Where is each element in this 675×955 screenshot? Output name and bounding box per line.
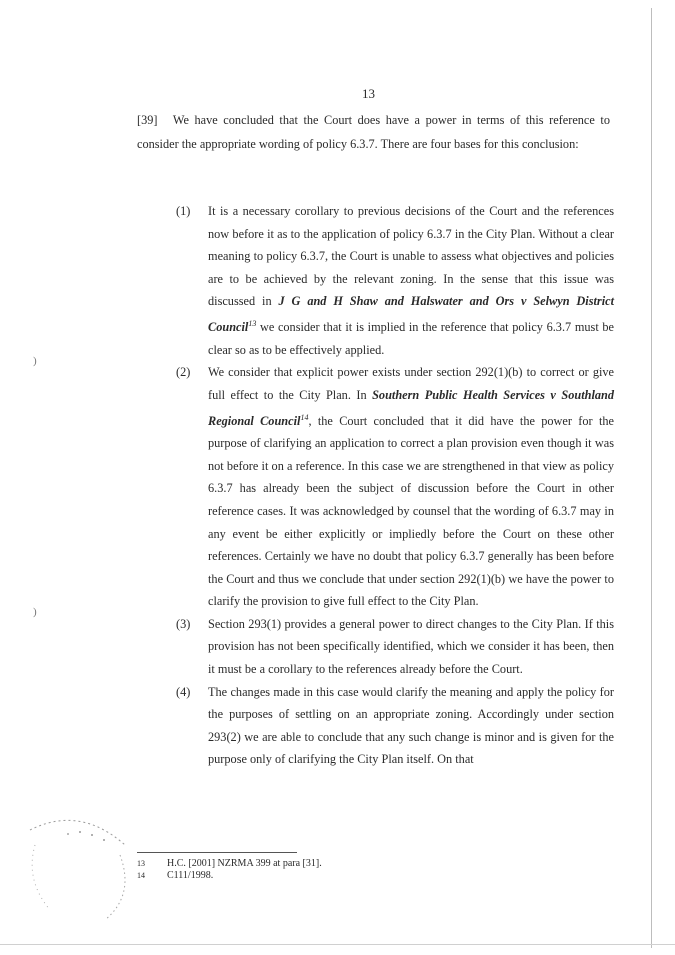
- list-item-label: (1): [176, 204, 191, 218]
- footnote-text: C111/1998.: [167, 870, 214, 881]
- page-edge-right: [651, 8, 652, 948]
- text-run: we consider that it is implied in the reference that policy 6.3.7 must be clear so as to be effectively applied.: [208, 320, 614, 357]
- court-seal-stamp: [20, 810, 150, 930]
- case-citation: J G and H Shaw and Halswater and Ors v Selwyn District Council: [208, 294, 614, 335]
- list-item-text: [208, 685, 614, 767]
- footnote: [137, 870, 322, 882]
- paragraph-39: [137, 108, 610, 156]
- list-item-label: (4): [176, 684, 191, 699]
- list-item: [176, 681, 614, 771]
- footnote-text: H.C. [2001] NZRMA 399 at para [31].: [167, 858, 322, 869]
- footnote-separator: [137, 852, 297, 853]
- list-item: [176, 613, 614, 681]
- paragraph-text: We have concluded that the Court does have a power in terms of this reference to consider the appropriate wording of policy 6.3.7. There are four bases for this conclusion:: [137, 113, 610, 151]
- footnote: [137, 858, 322, 870]
- text-run: , the Court concluded that it did have the power for the purpose of clarifying an application to correct a plan provision even though it was not before it on a reference. In this case we are strengthened in that view as policy 6.3.7 has already been the subject of discussion before the Court in other reference cases. It was acknowledged by counsel that the wording of 6.3.7 may in any event be either explicitly or impliedly before the Court on these other references. Certainly we have no doubt that policy 6.3.7 generally has been before the Court and thus we conclude that under section 292(1)(b) we have the power to clarify the provision to give full effect to the City Plan.: [208, 413, 614, 609]
- text-run: We consider that explicit power exists under section 292(1)(b) to correct or give full effect to the City Plan. In: [208, 365, 614, 402]
- case-citation: Southern Public Health Services v Southland Regional Council: [208, 387, 614, 428]
- margin-mark: ): [33, 606, 37, 618]
- text-run: Section 293(1) provides a general power to direct changes to the City Plan. If this provision has not been specifically identified, which we consider it has been, then it must be a corollary to the references already before the Court.: [208, 616, 614, 677]
- footnote-number: 13: [137, 859, 145, 868]
- list-item-label: (3): [176, 616, 191, 631]
- page-number: 13: [362, 86, 375, 101]
- list-item: [176, 361, 614, 613]
- page-edge-bottom: [0, 944, 675, 945]
- text-run: The changes made in this case would clarify the meaning and apply the policy for the purposes of settling on an appropriate zoning. Accordingly under section 293(2) we are able to conclude that any such change is minor and is given for the purpose only of clarifying the City Plan itself. On that: [208, 684, 614, 767]
- footnote-number: 14: [137, 871, 145, 880]
- list-item: [176, 200, 614, 361]
- footnote-reference: 13: [248, 318, 257, 328]
- footnote-reference: 14: [300, 412, 309, 422]
- text-run: It is a necessary corollary to previous decisions of the Court and the references now before it as to the application of policy 6.3.7 in the City Plan. Without a clear meaning to policy 6.3.7, the Court is unable to assess what objectives and policies are to be achieved by the relevant zoning. In the sense that this issue was discussed in: [208, 204, 614, 309]
- list-item-label: (2): [176, 365, 191, 380]
- list-item-text: [208, 204, 614, 357]
- numbered-list: [176, 200, 614, 771]
- list-item-text: [208, 617, 614, 676]
- footnotes: [137, 858, 322, 882]
- paragraph-number: [39]: [137, 113, 158, 127]
- list-item-text: [208, 365, 614, 608]
- margin-mark: ): [33, 355, 37, 367]
